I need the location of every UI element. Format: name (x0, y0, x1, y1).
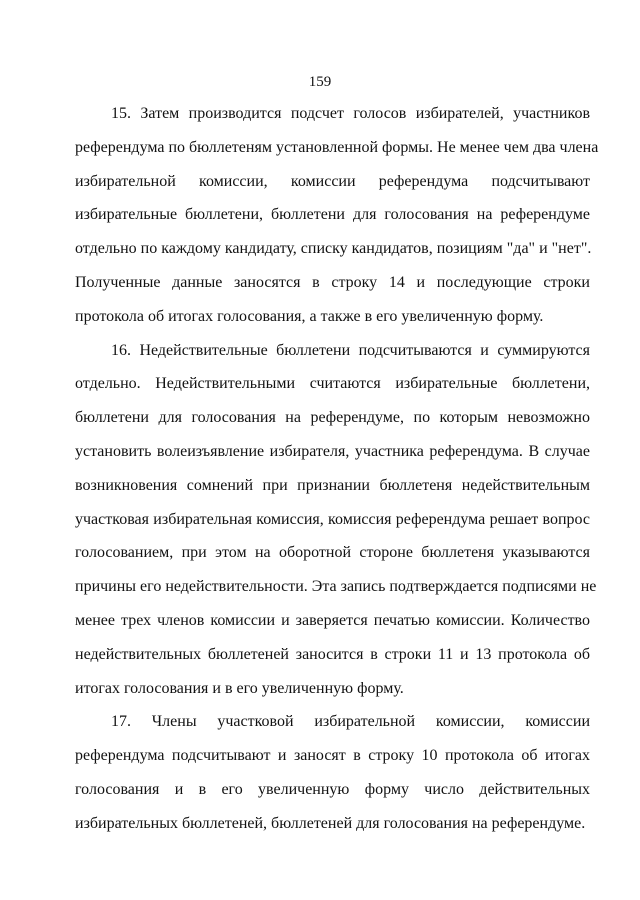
paragraph-line: референдума подсчитывают и заносят в строку 10 протокола об итогах (75, 747, 590, 765)
paragraph-line: протокола об итогах голосования, а также в его увеличенную форму. (75, 307, 544, 325)
paragraph-line: избирательных бюллетеней, бюллетеней для голосования на референдуме. (75, 814, 586, 832)
paragraph-line: возникновения сомнений при признании бюллетеня недействительным (75, 476, 590, 494)
paragraph-line: участковая избирательная комиссия, комиссия референдума решает вопрос (75, 510, 590, 528)
paragraph-line: установить волеизъявление избирателя, участника референдума. В случае (75, 442, 590, 460)
paragraph-line: отдельно. Недействительными считаются избирательные бюллетени, (75, 375, 590, 393)
paragraph-line: избирательной комиссии, комиссии референдума подсчитывают (75, 172, 590, 190)
paragraph-line: недействительных бюллетеней заносится в строки 11 и 13 протокола об (75, 645, 590, 663)
paragraph-16 (75, 334, 597, 706)
paragraph-17 (75, 705, 590, 840)
paragraph-line: менее трех членов комиссии и заверяется печатью комиссии. Количество (75, 611, 590, 629)
page-number: 159 (308, 74, 332, 90)
text-column (75, 97, 599, 841)
paragraph-line: причины его недействительности. Эта запись подтверждается подписями не (75, 578, 597, 596)
paragraph-line: референдума по бюллетеням установленной формы. Не менее чем два члена (75, 138, 599, 156)
paragraph-15 (75, 97, 599, 334)
paragraph-line: отдельно по каждому кандидату, списку кандидатов, позициям "да" и "нет". (75, 240, 592, 258)
paragraph-line: 17. Члены участковой избирательной комиссии, комиссии (111, 713, 590, 731)
paragraph-line: голосованием, при этом на оборотной стороне бюллетеня указываются (75, 544, 590, 562)
paragraph-line: бюллетени для голосования на референдуме, по которым невозможно (75, 409, 590, 427)
paragraph-line: итогах голосования и в его увеличенную форму. (75, 679, 404, 697)
paragraph-line: 16. Недействительные бюллетени подсчитываются и суммируются (111, 341, 590, 359)
paragraph-line: Полученные данные заносятся в строку 14 и последующие строки (75, 273, 590, 291)
paragraph-line: избирательные бюллетени, бюллетени для голосования на референдуме (75, 206, 590, 224)
paragraph-line: 15. Затем производится подсчет голосов избирателей, участников (111, 105, 590, 122)
paragraph-line: голосования и в его увеличенную форму число действительных (75, 780, 590, 798)
